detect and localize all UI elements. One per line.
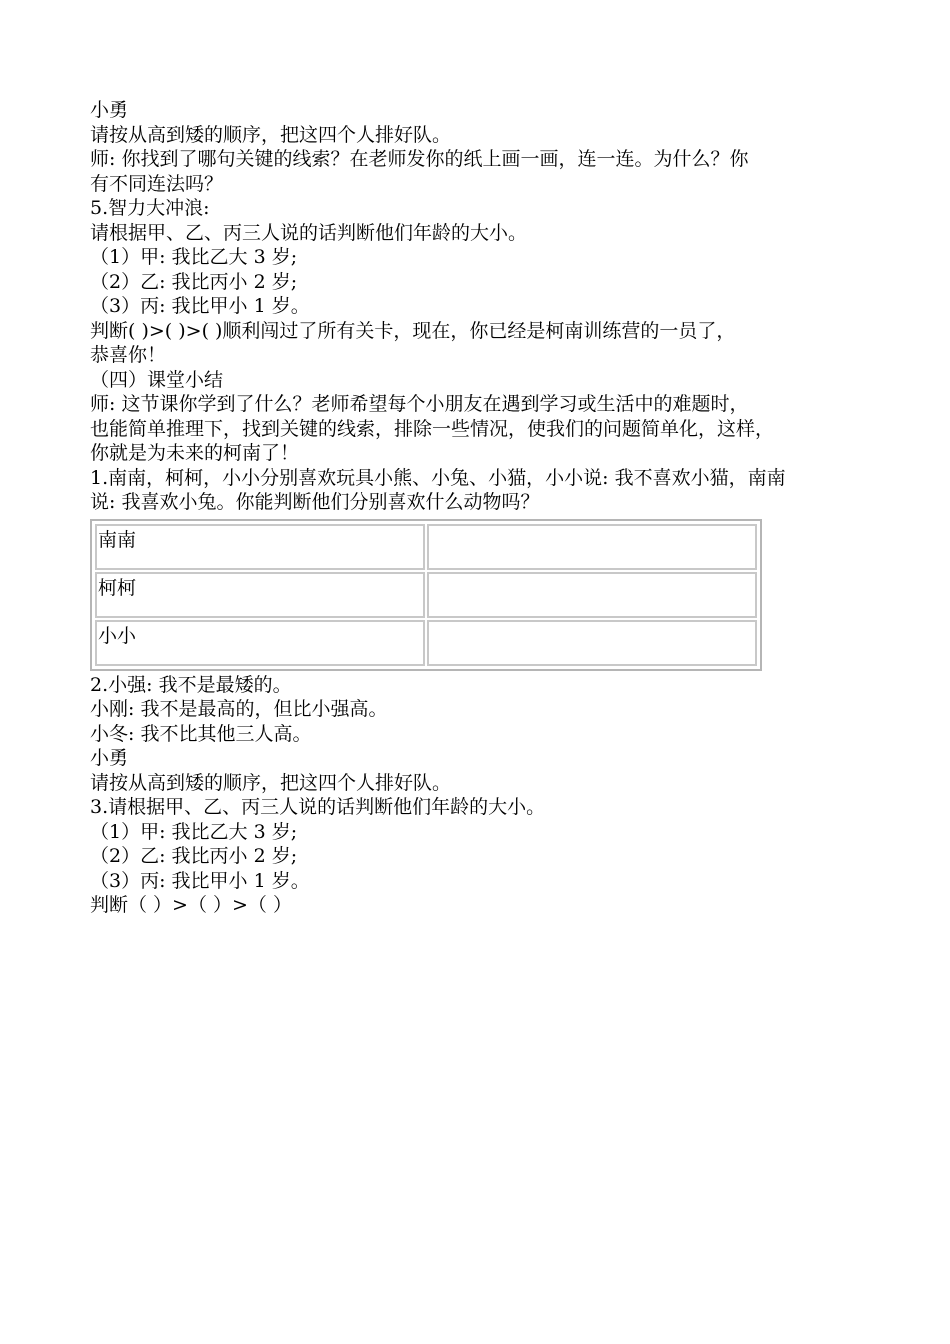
text-line: 请按从高到矮的顺序，把这四个人排好队。 — [90, 771, 452, 794]
text-line: （2）乙: 我比丙小 2 岁; — [90, 845, 298, 867]
text-line: 小刚: 我不是最高的，但比小强高。 — [90, 698, 388, 720]
table-row — [95, 620, 757, 666]
text-line: （1）甲: 我比乙大 3 岁; — [90, 246, 298, 268]
text-line: 说: 我喜欢小兔。你能判断他们分别喜欢什么动物吗？ — [90, 491, 540, 513]
table-cell-name: 柯柯 — [95, 572, 425, 618]
table-cell-answer — [427, 524, 757, 570]
text-line: 小勇 — [90, 747, 129, 769]
text-block-1 — [90, 98, 880, 515]
text-block-2 — [90, 673, 880, 918]
text-line: 有不同连法吗？ — [90, 172, 224, 195]
section-heading: （四）课堂小结 — [90, 368, 224, 391]
table-cell-name: 南南 — [95, 524, 425, 570]
table-cell-answer — [427, 572, 757, 618]
table-cell-answer — [427, 620, 757, 666]
text-line: 师: 你找到了哪句关键的线索？在老师发你的纸上画一画，连一连。为什么？你 — [90, 148, 749, 170]
text-line: 也能简单推理下，找到关键的线索，排除一些情况，使我们的问题简单化，这样， — [90, 417, 775, 440]
table-row — [95, 524, 757, 570]
text-line: 请根据甲、乙、丙三人说的话判断他们年龄的大小。 — [90, 221, 528, 244]
pet-answer-table — [90, 519, 762, 671]
text-line: 判断( )>( )>( )顺利闯过了所有关卡，现在，你已经是柯南训练营的一员了， — [90, 319, 736, 342]
text-line: （2）乙: 我比丙小 2 岁; — [90, 270, 298, 293]
text-line: 2.小强: 我不是最矮的。 — [90, 673, 292, 696]
text-line: 1.南南，柯柯，小小分别喜欢玩具小熊、小兔、小猫，小小说: 我不喜欢小猫，南南 — [90, 466, 786, 489]
text-line: 恭喜你！ — [90, 344, 167, 366]
text-line: 师: 这节课你学到了什么？老师希望每个小朋友在遇到学习或生活中的难题时， — [90, 393, 749, 415]
document-page — [90, 98, 880, 918]
text-line: 小冬: 我不比其他三人高。 — [90, 722, 312, 745]
text-line: 3.请根据甲、乙、丙三人说的话判断他们年龄的大小。 — [90, 796, 546, 818]
text-line: （3）丙: 我比甲小 1 岁。 — [90, 869, 310, 892]
text-line: 你就是为未来的柯南了！ — [90, 442, 300, 464]
text-line: 判断（ ）>（ ）>（ ） — [90, 894, 292, 916]
text-line: 请按从高到矮的顺序，把这四个人排好队。 — [90, 123, 452, 146]
text-line: 小勇 — [90, 99, 129, 121]
table-cell-name: 小小 — [95, 620, 425, 666]
text-line: （1）甲: 我比乙大 3 岁; — [90, 820, 298, 843]
table-row — [95, 572, 757, 618]
text-line: （3）丙: 我比甲小 1 岁。 — [90, 295, 310, 317]
section-heading: 5.智力大冲浪: — [90, 197, 210, 219]
